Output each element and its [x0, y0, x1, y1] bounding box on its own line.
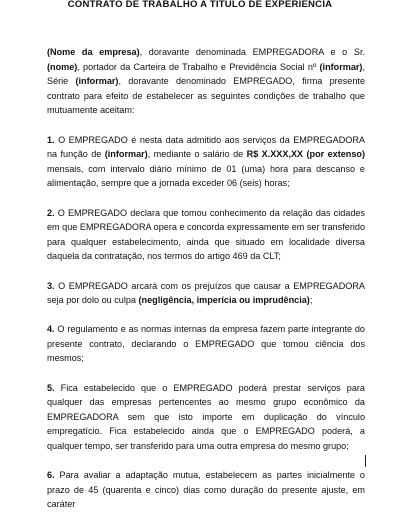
clause-4: 4. O regulamento e as normas internas da empresa fazem parte integrante do presente contrato, declarando o EMPREGADO que tomou ciência dos mesmos;	[47, 324, 365, 364]
name-placeholder: (nome)	[47, 61, 78, 72]
intro-paragraph: (Nome da empresa), doravante denominada EMPREGADORA e o Sr. (nome), portador da Carteira de Trabalho e Previdência Social nº (informar), Série (informar), doravante denominado EMPREGADO, firma presente contrato para efeito de estabelecer as seguintes condições de trabalho que mutuamente aceitam:	[47, 47, 366, 116]
document-title: CONTRATO DE TRABALHO A TÍTULO DE EXPERIÊNCIA	[67, 0, 333, 10]
clause-number: 5.	[47, 382, 55, 393]
clause-number: 2.	[47, 207, 55, 218]
funcao-placeholder: (informar)	[104, 149, 148, 160]
clause-number: 3.	[47, 280, 55, 291]
text-cursor	[365, 455, 366, 467]
clause-number: 4.	[47, 324, 55, 335]
clause-3: 3. O EMPREGADO arcará com os prejuízos que causar a EMPREGADORA seja por dolo ou culpa (negligência, imperícia ou imprudência);	[47, 280, 365, 306]
ctps-placeholder: (informar)	[319, 61, 363, 72]
document-body	[47, 45, 365, 512]
clause-number: 1.	[47, 134, 55, 145]
clause-number: 6.	[47, 470, 55, 481]
liability-bold-text: (negligência, imperícia ou imprudência)	[138, 295, 310, 306]
serie-placeholder: (informar)	[75, 76, 119, 87]
company-placeholder: (Nome da empresa)	[47, 47, 140, 57]
clause-2: 2. O EMPREGADO declara que tomou conhecimento da relação das cidades em que EMPREGADORA opera e concorda expressamente em ser transferido para qualquer estabelecimento, ainda que situado em localidade diversa daquela da contratação, nos termos do artigo 469 da CLT;	[47, 207, 365, 262]
clause-5: 5. Fica estabelecido que o EMPREGADO poderá prestar serviços para qualquer das empresas pertencentes ao mesmo grupo econômico da EMPREGADORA sem que isto importe em duplicação do vínculo empregatício. Fica estabelecido ainda que o EMPREGADO poderá, a qualquer tempo, ser transferido para uma outra empresa do mesmo grupo;	[47, 382, 365, 452]
clause-1: 1. O EMPREGADO é nesta data admitido aos serviços da EMPREGADORA na função de (informar), mediante o salário de R$ X.XXX,XX (por extenso) mensais, com intervalo diário mínimo de 01 (uma) hora para descanso e alimentação, sempre que a jornada exceder 06 (seis) horas;	[47, 134, 365, 189]
salary-placeholder: R$ X.XXX,XX (por extenso)	[246, 149, 365, 160]
clause-6: 6. Para avaliar a adaptação mutua, estabelecem as partes inicialmente o prazo de 45 (quarenta e cinco) dias como duração do presente ajuste, em caráter	[47, 470, 365, 510]
